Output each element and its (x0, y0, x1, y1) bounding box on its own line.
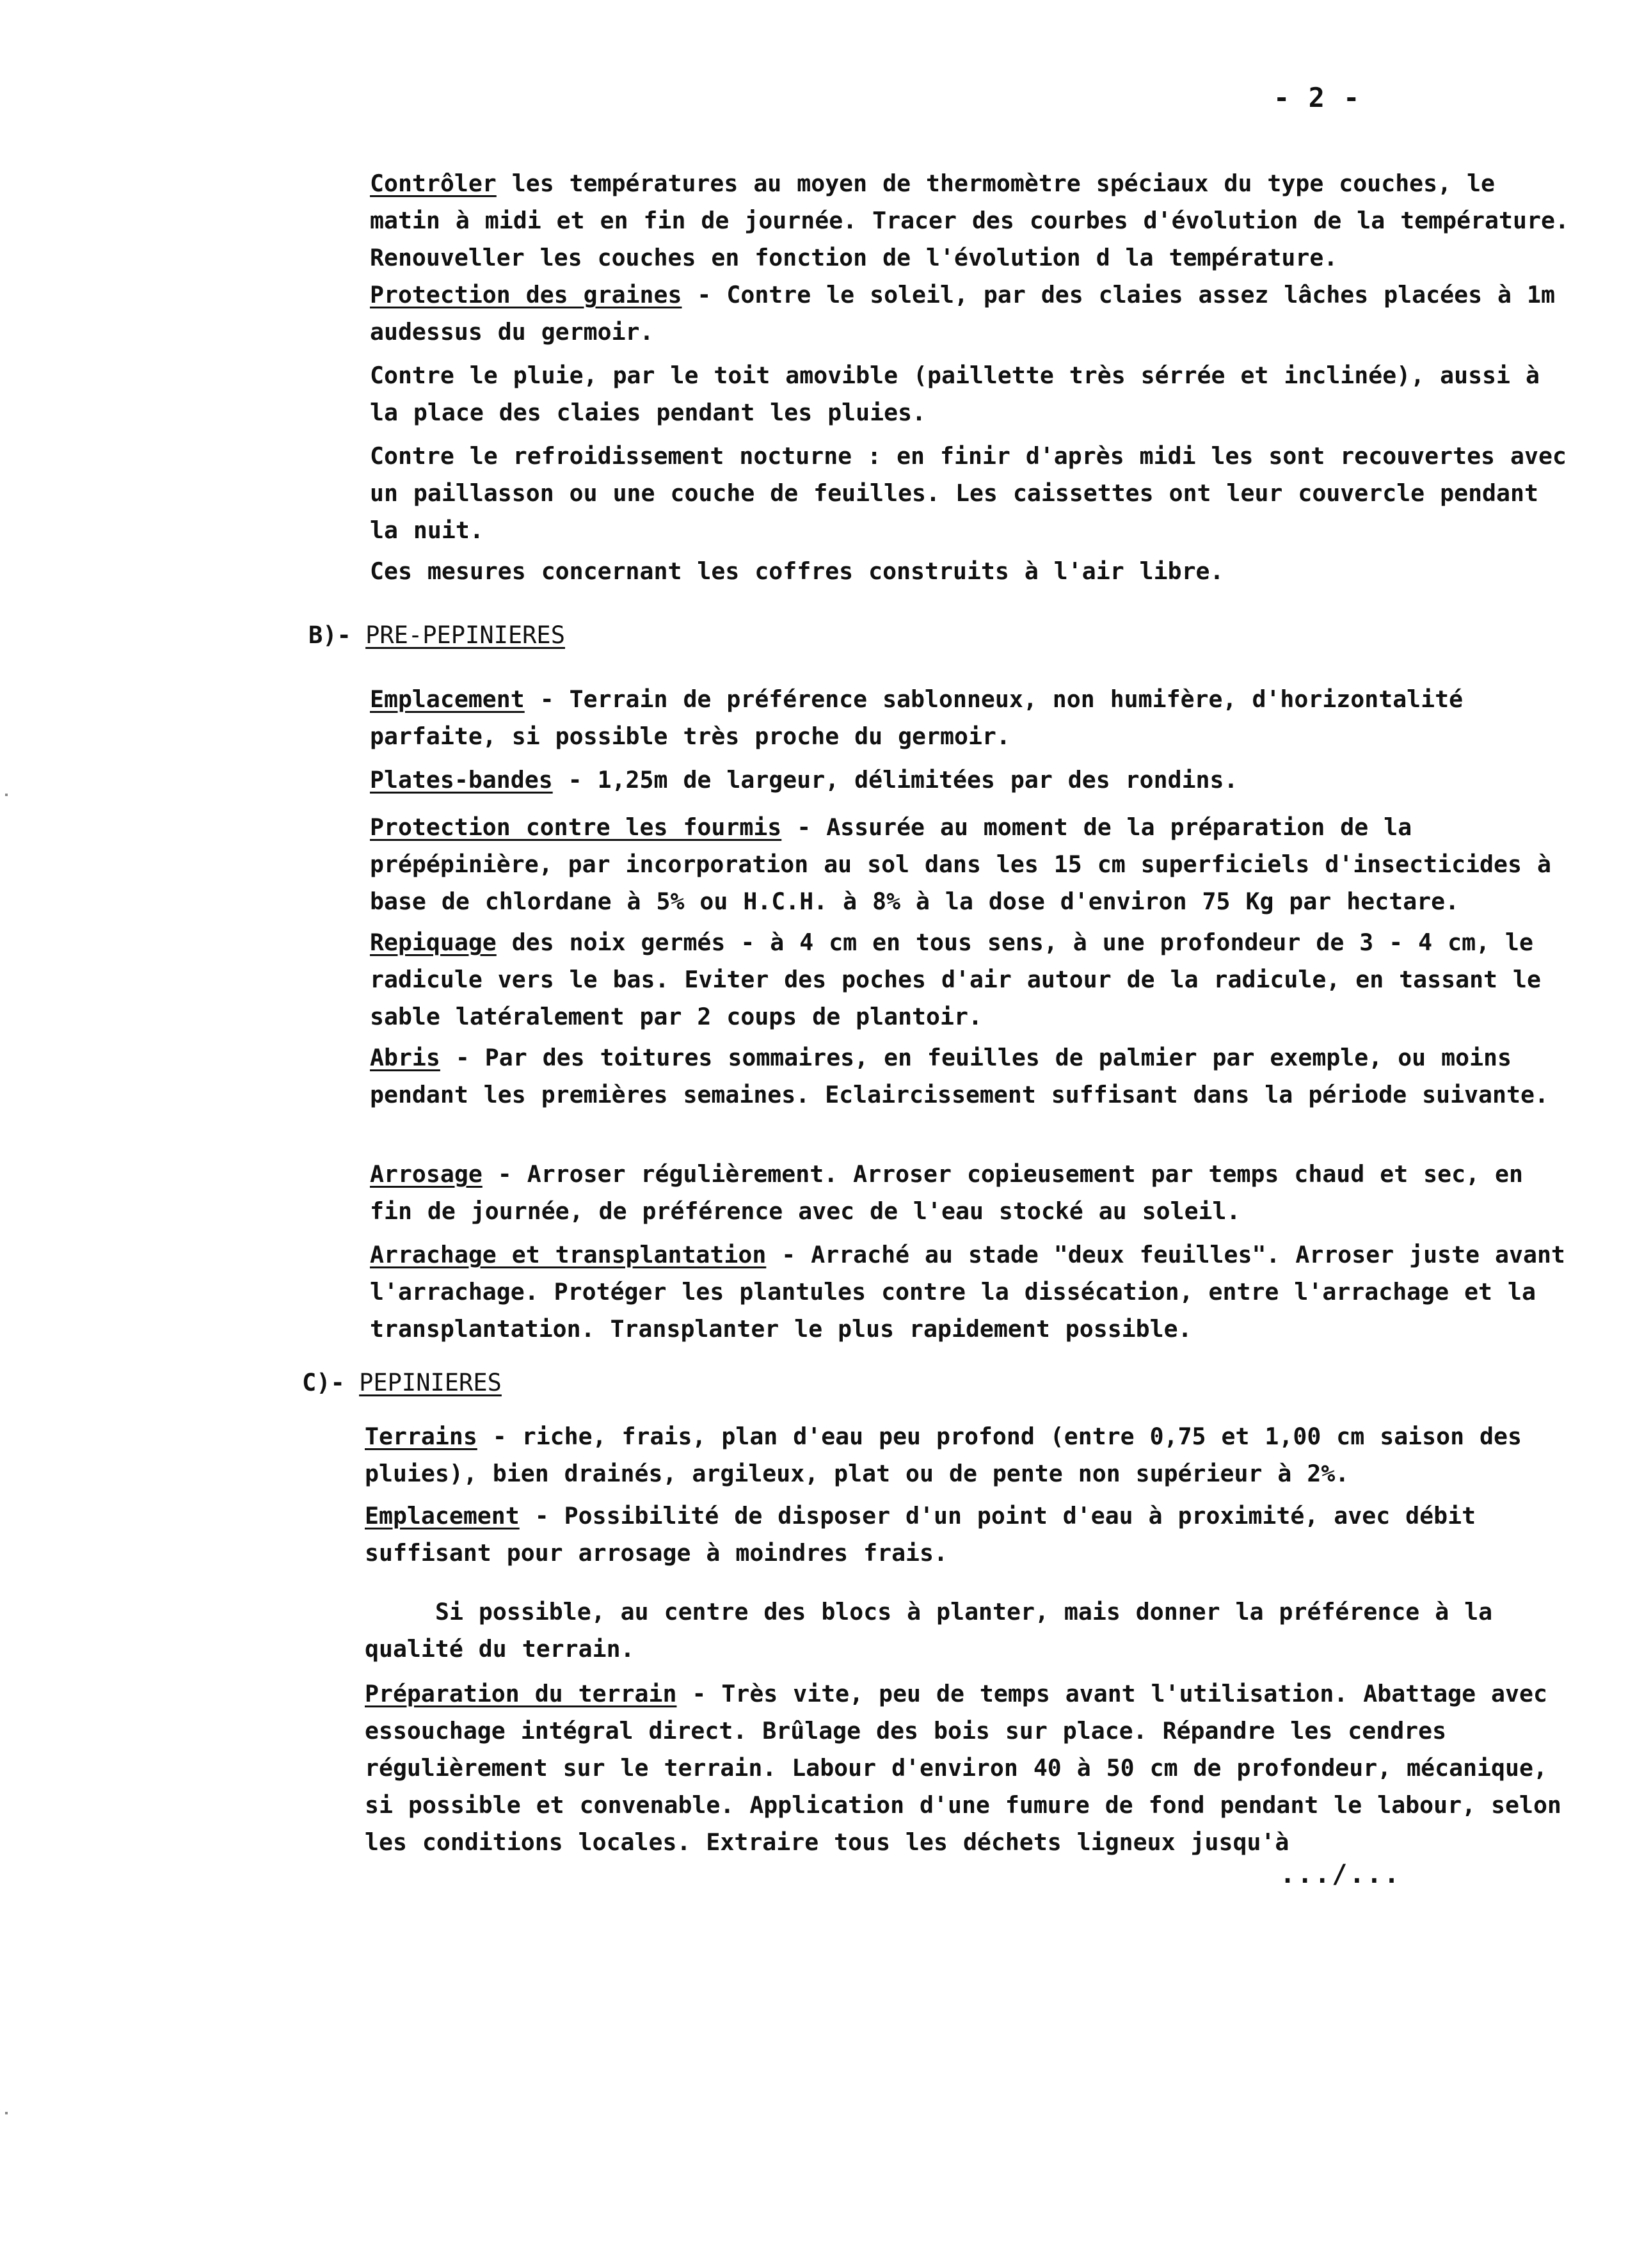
section-title: PEPINIERES (359, 1369, 502, 1396)
paragraph-b-emplacement (370, 681, 1579, 755)
term: Arrosage (370, 1160, 483, 1188)
term: Arrachage et transplantation (370, 1241, 767, 1268)
paragraph-text: les températures au moyen de thermomètre spéciaux du type couches, le matin à midi et en fin de journée. Tracer des courbes d'évolution de la température. Renouveller les couches en fonction de l'évolution d la température. (370, 170, 1569, 271)
section-heading-b (308, 617, 565, 654)
paragraph-b-abris (370, 1039, 1579, 1114)
paragraph-text: - Arraché au stade "deux feuilles". Arroser juste avant l'arrachage. Protéger les plantules contre la dissécation, entre l'arrachage et la transplantation. Transplanter le plus rapidement possible. (370, 1241, 1565, 1343)
paragraph-text: Ces mesures concernant les coffres construits à l'air libre. (370, 557, 1224, 585)
paragraph-c-si-possible (365, 1593, 1574, 1668)
paragraph-protection-graines (370, 276, 1579, 351)
term: Abris (370, 1044, 440, 1071)
paragraph-text: Contre le pluie, par le toit amovible (paillette très sérrée et inclinée), aussi à la place des claies pendant les pluies. (370, 362, 1540, 426)
paragraph-text: - riche, frais, plan d'eau peu profond (entre 0,75 et 1,00 cm saison des pluies), bien drainés, argileux, plat ou de pente non supérieur à 2%. (365, 1423, 1522, 1487)
section-label: C)- (302, 1369, 360, 1396)
paragraph-b-arrosage (370, 1156, 1579, 1230)
term: Plates-bandes (370, 766, 553, 794)
paragraph-b-fourmis (370, 809, 1579, 920)
continuation-mark: .../... (1280, 1860, 1401, 1889)
paragraph-text: - 1,25m de largeur, délimitées par des rondins. (552, 766, 1238, 794)
page-number: - 2 - (1273, 82, 1361, 113)
paragraph-text: - Arroser régulièrement. Arroser copieusement par temps chaud et sec, en fin de journée, de préférence avec de l'eau stocké au soleil. (370, 1160, 1523, 1225)
paragraph-refroidissement (370, 438, 1579, 549)
paragraph-c-emplacement (365, 1497, 1574, 1572)
margin-speck (5, 2112, 8, 2114)
paragraph-mesures (370, 553, 1579, 590)
term: Contrôler (370, 170, 497, 197)
paragraph-text: Contre le refroidissement nocturne : en finir d'après midi les sont recouvertes avec un paillasson ou une couche de feuilles. Les caissettes ont leur couvercle pendant la nuit. (370, 442, 1567, 544)
term: Protection contre les fourmis (370, 813, 782, 841)
paragraph-text: - Assurée au moment de la préparation de la prépépinière, par incorporation au sol dans les 15 cm superficiels d'insecticides à base de chlordane à 5% ou H.C.H. à 8% à la dose d'environ 75 Kg par hectare. (370, 813, 1551, 915)
margin-speck (5, 794, 8, 796)
term: Emplacement (365, 1502, 520, 1529)
paragraph-text: - Contre le soleil, par des claies assez lâches placées à 1m audessus du germoir. (370, 281, 1555, 346)
section-heading-c (302, 1364, 502, 1402)
paragraph-text: Si possible, au centre des blocs à planter, mais donner la préférence à la qualité du terrain. (365, 1598, 1493, 1663)
section-title: PRE-PEPINIERES (365, 621, 565, 649)
term: Protection des graines (370, 281, 682, 308)
section-label: B)- (308, 621, 366, 649)
term: Terrains (365, 1423, 477, 1450)
paragraph-text: - Terrain de préférence sablonneux, non humifère, d'horizontalité parfaite, si possible très proche du germoir. (370, 685, 1464, 750)
paragraph-text: - Très vite, peu de temps avant l'utilisation. Abattage avec essouchage intégral direct. Brûlage des bois sur place. Répandre les cendres régulièrement sur le terrain. Labour d'environ 40 à 50 cm de profondeur, mécanique, si possible et convenable. Application d'une fumure de fond pendant le labour, selon les conditions locales. Extraire tous les déchets ligneux jusqu'à (365, 1680, 1561, 1856)
paragraph-b-plates-bandes (370, 762, 1579, 799)
paragraph-text: - Possibilité de disposer d'un point d'eau à proximité, avec débit suffisant pour arrosage à moindres frais. (365, 1502, 1476, 1567)
paragraph-controler (370, 165, 1579, 276)
paragraph-b-arrachage (370, 1236, 1579, 1348)
term: Repiquage (370, 929, 497, 956)
paragraph-b-repiquage (370, 924, 1579, 1035)
paragraph-text: - Par des toitures sommaires, en feuilles de palmier par exemple, ou moins pendant les premières semaines. Eclaircissement suffisant dans la période suivante. (370, 1044, 1549, 1108)
term: Préparation du terrain (365, 1680, 677, 1707)
paragraph-text: des noix germés - à 4 cm en tous sens, à une profondeur de 3 - 4 cm, le radicule vers le bas. Eviter des poches d'air autour de la radicule, en tassant le sable latéralement par 2 coups de plantoir. (370, 929, 1541, 1030)
paragraph-c-terrains (365, 1418, 1574, 1492)
paragraph-c-preparation (365, 1675, 1574, 1861)
paragraph-contre-pluie (370, 357, 1579, 431)
term: Emplacement (370, 685, 525, 713)
